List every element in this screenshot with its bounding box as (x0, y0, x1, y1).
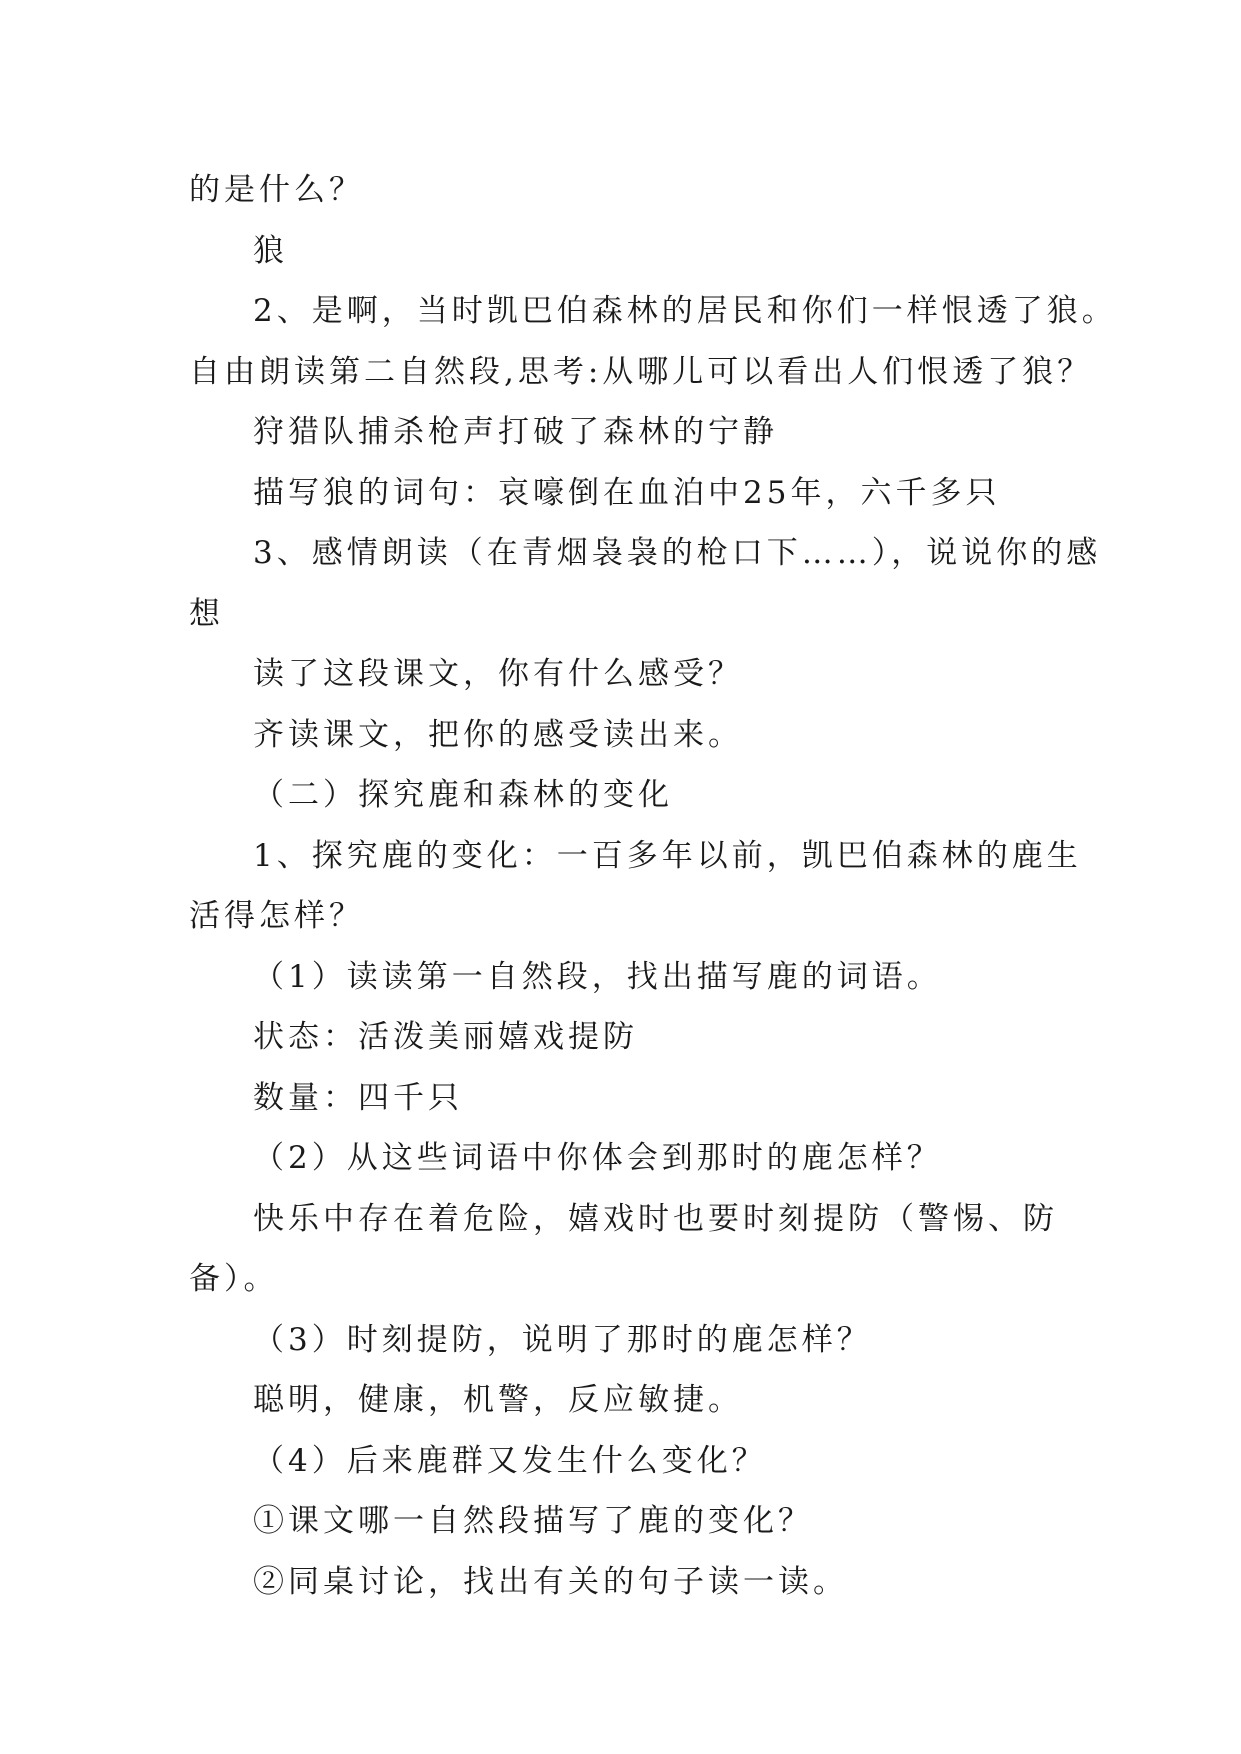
text-line: （1）读读第一自然段，找出描写鹿的词语。 (253, 958, 942, 995)
text-line: 2、是啊，当时凯巴伯森林的居民和你们一样恨透了狼。 (253, 293, 1117, 329)
text-line: 数量：四千只 (253, 1079, 463, 1116)
text-line: 备）。 (189, 1261, 279, 1297)
text-line: 读了这段课文，你有什么感受？ (253, 656, 743, 692)
text-line: 描写狼的词句：哀嚎倒在血泊中25年，六千多只 (253, 474, 1001, 511)
text-line: ①课文哪一自然段描写了鹿的变化？ (253, 1503, 813, 1539)
text-line: 快乐中存在着危险，嬉戏时也要时刻提防（警惕、防 (253, 1200, 1058, 1237)
text-line: 自由朗读第二自然段,思考:从哪儿可以看出人们恨透了狼？ (189, 353, 1093, 390)
text-line: 的是什么？ (189, 172, 364, 208)
text-line: 1、探究鹿的变化：一百多年以前，凯巴伯森林的鹿生 (253, 837, 1082, 874)
text-line: 狩猎队捕杀枪声打破了森林的宁静 (253, 414, 778, 450)
text-line: 3、感情朗读（在青烟袅袅的枪口下……），说说你的感 (253, 535, 1102, 571)
text-line: 狼 (253, 232, 288, 269)
text-line: 想 (189, 595, 224, 632)
text-line: （二）探究鹿和森林的变化 (253, 777, 673, 813)
text-line: 齐读课文，把你的感受读出来。 (253, 716, 743, 753)
text-line: ②同桌讨论，找出有关的句子读一读。 (253, 1563, 848, 1600)
text-line: （3）时刻提防，说明了那时的鹿怎样？ (253, 1321, 872, 1358)
text-line: （4）后来鹿群又发生什么变化？ (253, 1442, 767, 1479)
text-line: 活得怎样？ (189, 898, 364, 934)
text-line: 聪明，健康，机警，反应敏捷。 (253, 1382, 743, 1418)
text-line: 状态：活泼美丽嬉戏提防 (253, 1019, 638, 1055)
text-line: （2）从这些词语中你体会到那时的鹿怎样？ (253, 1140, 942, 1176)
document-body (189, 160, 1117, 1612)
